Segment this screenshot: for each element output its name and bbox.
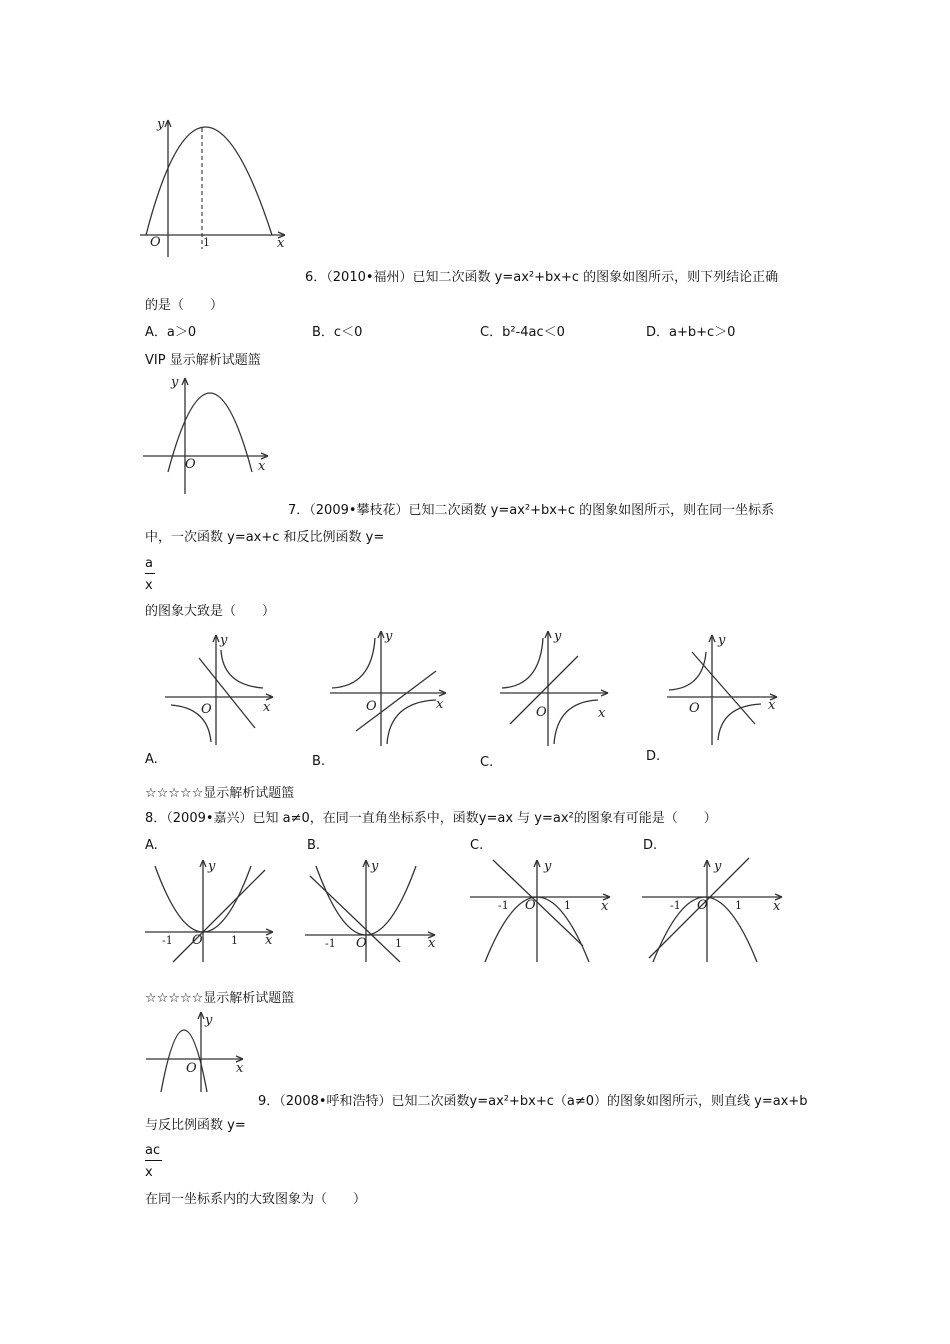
- svg-text:y: y: [205, 1013, 213, 1028]
- q7-stem-line3: 的图象大致是（ ）: [145, 604, 276, 619]
- origin-label: O: [150, 235, 161, 250]
- tick-one: 1: [203, 236, 210, 249]
- q6-option-d[interactable]: D．a+b+c＞0: [646, 325, 736, 340]
- parabola-figure-top: [140, 112, 300, 267]
- parabola-curve: [146, 127, 272, 235]
- svg-text:O: O: [525, 898, 536, 913]
- q6-vip-link[interactable]: VIP 显示解析试题篮: [145, 353, 261, 368]
- svg-text:y: y: [714, 859, 722, 874]
- q7-graph-c[interactable]: [498, 626, 613, 748]
- svg-text:O: O: [366, 699, 377, 714]
- q8-basket-link[interactable]: ☆☆☆☆☆显示解析试题篮: [145, 991, 295, 1006]
- q9-frac-denominator: x: [145, 1165, 153, 1180]
- q8-option-c[interactable]: C.: [470, 838, 484, 853]
- q8-option-a[interactable]: A.: [145, 838, 158, 853]
- q8-graph-b[interactable]: [300, 856, 440, 964]
- svg-text:x: x: [263, 700, 271, 715]
- q7-option-c[interactable]: C.: [480, 755, 494, 770]
- parabola-figure-q9: [143, 1008, 248, 1094]
- q6-stem-line1: 6．（2010•福州）已知二次函数 y=ax²+bx+c 的图象如图所示，则下列结论正确: [305, 270, 779, 285]
- q7-stem-line2: 中，一次函数 y=ax+c 和反比例函数 y=: [145, 530, 385, 545]
- x-label: x: [258, 459, 266, 474]
- svg-text:y: y: [385, 629, 393, 644]
- svg-text:y: y: [718, 633, 726, 648]
- svg-text:-1: -1: [325, 937, 336, 950]
- q7-graph-d[interactable]: [665, 630, 783, 748]
- svg-text:x: x: [601, 899, 609, 914]
- svg-text:y: y: [208, 859, 216, 874]
- q6-option-a[interactable]: A．a＞0: [145, 325, 197, 340]
- svg-text:y: y: [554, 629, 562, 644]
- q8-stem: 8．（2009•嘉兴）已知 a≠0，在同一直角坐标系中，函数y=ax 与 y=ax²的图象有可能是（ ）: [145, 811, 717, 826]
- svg-text:y: y: [371, 859, 379, 874]
- svg-text:-1: -1: [670, 899, 681, 912]
- svg-text:x: x: [773, 899, 781, 914]
- q8-option-b[interactable]: B.: [307, 838, 321, 853]
- svg-text:O: O: [356, 936, 367, 951]
- q7-fraction: [145, 556, 155, 593]
- q7-graph-b[interactable]: [328, 626, 453, 748]
- svg-text:x: x: [428, 936, 436, 951]
- svg-text:-1: -1: [162, 934, 173, 947]
- svg-text:1: 1: [395, 937, 402, 950]
- y-label: y: [171, 375, 179, 390]
- svg-text:1: 1: [564, 899, 571, 912]
- svg-text:O: O: [536, 705, 547, 720]
- q9-frac-numerator: ac: [145, 1143, 162, 1161]
- origin-label: O: [185, 457, 196, 472]
- q7-option-a[interactable]: A.: [145, 752, 158, 767]
- q8-graph-a[interactable]: [143, 856, 278, 964]
- q7-frac-numerator: a: [145, 556, 155, 574]
- svg-text:x: x: [436, 697, 444, 712]
- x-label: x: [277, 236, 285, 251]
- svg-text:x: x: [598, 706, 606, 721]
- q9-fraction: [145, 1143, 162, 1180]
- q9-stem-line1: 9．（2008•呼和浩特）已知二次函数y=ax²+bx+c（a≠0）的图象如图所示，则直线 y=ax+b: [258, 1094, 808, 1109]
- q6-option-c[interactable]: C．b²-4ac＜0: [480, 325, 565, 340]
- parabola-curve: [161, 1030, 207, 1092]
- q9-stem-line2: 与反比例函数 y=: [145, 1118, 246, 1133]
- svg-text:O: O: [186, 1061, 197, 1076]
- q7-frac-denominator: x: [145, 578, 153, 593]
- parabola-curve: [168, 393, 252, 472]
- q8-graph-c[interactable]: [465, 856, 615, 964]
- svg-text:1: 1: [231, 934, 238, 947]
- y-label: y: [157, 117, 165, 132]
- svg-text:O: O: [192, 933, 203, 948]
- q7-stem-line1: 7．（2009•攀枝花）已知二次函数 y=ax²+bx+c 的图象如图所示，则在同一坐标系: [288, 503, 775, 518]
- q7-graph-a[interactable]: [163, 630, 278, 748]
- parabola-figure-q7: [140, 372, 275, 497]
- svg-text:O: O: [697, 898, 708, 913]
- q6-stem-line2: 的是（ ）: [145, 298, 224, 313]
- svg-text:x: x: [768, 698, 776, 713]
- svg-text:-1: -1: [498, 899, 509, 912]
- svg-text:x: x: [265, 933, 273, 948]
- q7-option-b[interactable]: B.: [312, 754, 326, 769]
- svg-text:y: y: [544, 859, 552, 874]
- svg-text:O: O: [201, 702, 212, 717]
- q9-stem-line3: 在同一坐标系内的大致图象为（ ）: [145, 1192, 367, 1207]
- svg-text:O: O: [689, 701, 700, 716]
- q8-graph-d[interactable]: [637, 856, 787, 964]
- q7-basket-link[interactable]: ☆☆☆☆☆显示解析试题篮: [145, 786, 295, 801]
- q6-option-b[interactable]: B．c＜0: [312, 325, 363, 340]
- svg-text:1: 1: [735, 899, 742, 912]
- q7-option-d[interactable]: D.: [646, 749, 661, 764]
- q8-option-d[interactable]: D.: [643, 838, 658, 853]
- svg-text:x: x: [236, 1061, 244, 1076]
- svg-text:y: y: [220, 633, 228, 648]
